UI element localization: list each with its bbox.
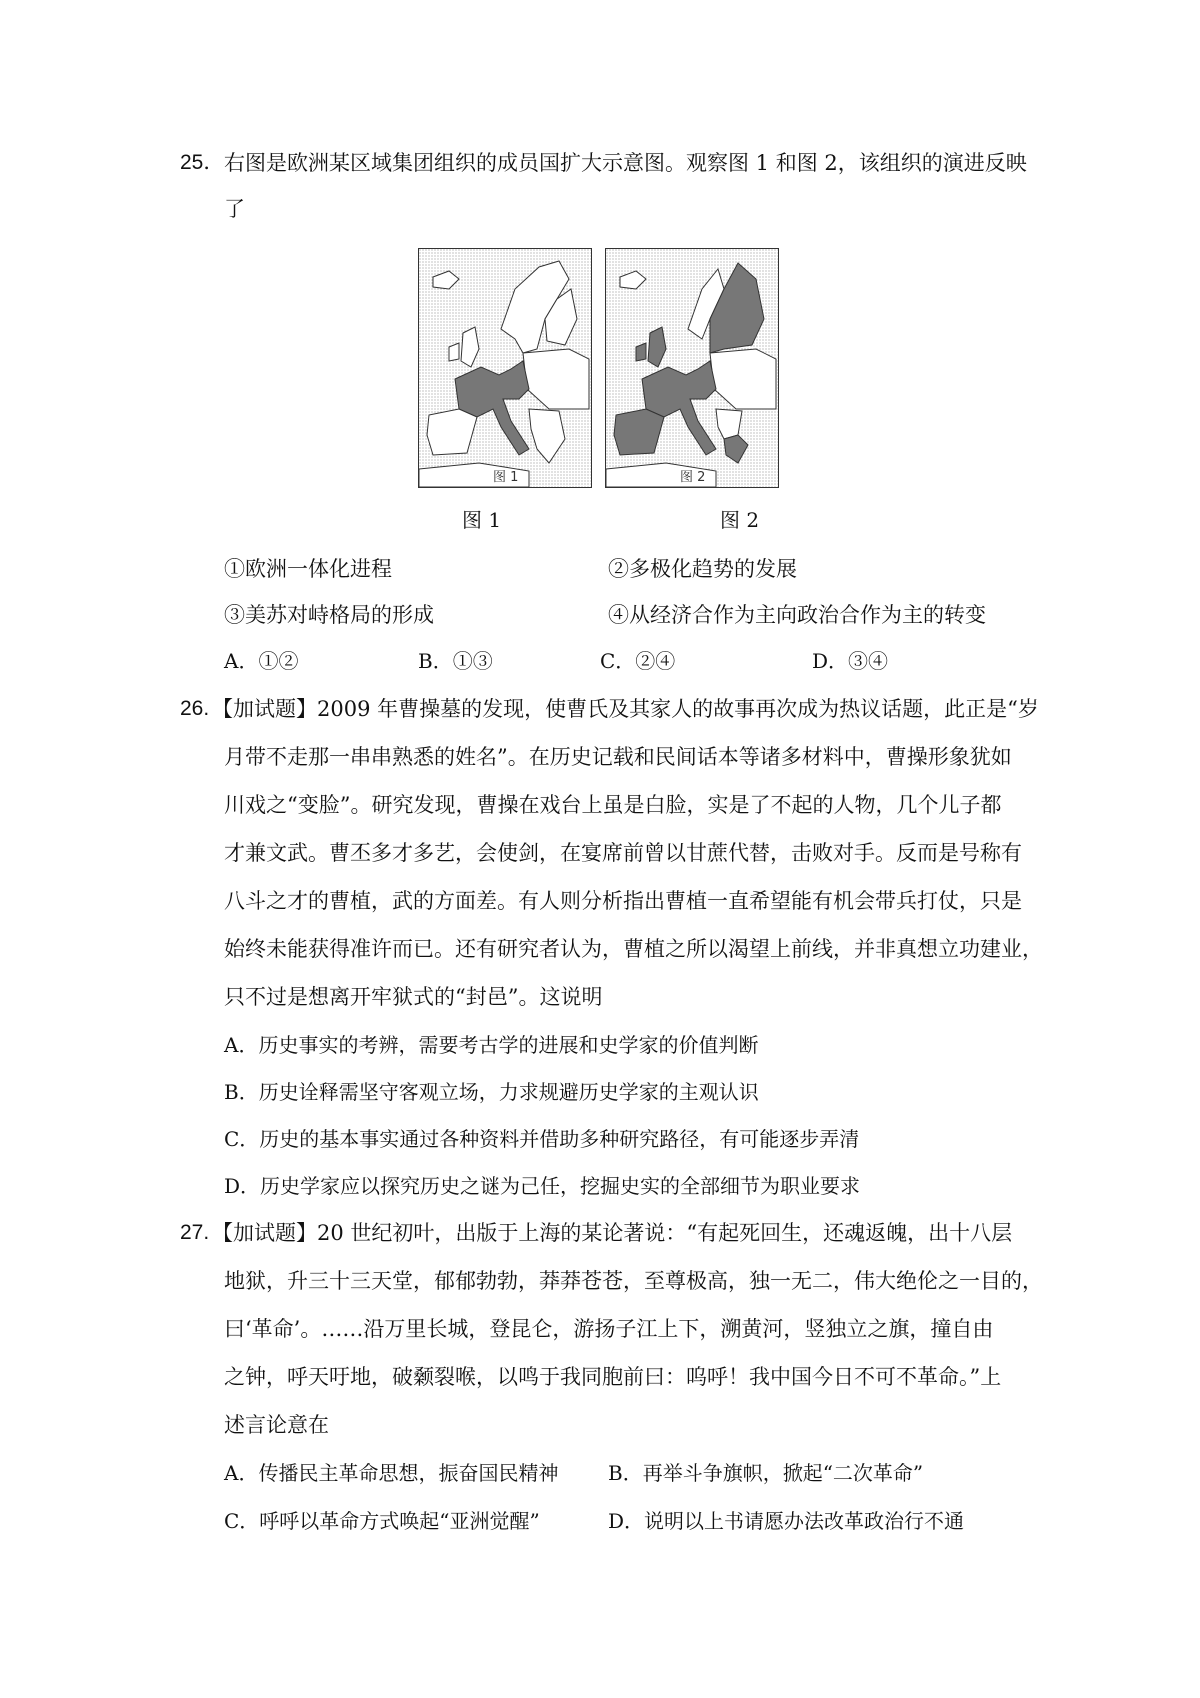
map1-inner-label: 图 1: [493, 470, 519, 485]
q25-item-2: ②多极化趋势的发展: [608, 557, 797, 581]
q26-number: 26.: [180, 697, 210, 720]
q25-item-4: ④从经济合作为主向政治合作为主的转变: [608, 603, 986, 627]
caption-figure-2: 图 2: [720, 508, 760, 532]
q27-line-3: 曰‘革命’。……沿万里长城，登昆仑，游扬子江上下，溯黄河，竖独立之旗，撞自由: [224, 1317, 994, 1341]
q26-line-6: 始终未能获得准许而已。还有研究者认为，曹植之所以渴望上前线，并非真想立功建业，: [224, 937, 1043, 961]
q26-option-c: C．历史的基本事实通过各种资料并借助多种研究路径，有可能逐步弄清: [224, 1127, 860, 1151]
q26-option-b: B．历史诠释需坚守客观立场，力求规避历史学家的主观认识: [224, 1080, 759, 1104]
q25-item-3: ③美苏对峙格局的形成: [224, 603, 434, 627]
q26-option-d: D．历史学家应以探究历史之谜为己任，挖掘史实的全部细节为职业要求: [224, 1174, 861, 1198]
q27-option-c: C．呼呼以革命方式唤起“亚洲觉醒”: [224, 1509, 540, 1533]
q26-line-5: 八斗之才的曹植，武的方面差。有人则分析指出曹植一直希望能有机会带兵打仗，只是: [224, 889, 1022, 913]
q27-line-4: 之钟，呼天吁地，破颡裂喉，以鸣于我同胞前曰：呜呼！我中国今日不可不革命。”上: [224, 1365, 1002, 1389]
map-figure-1: [418, 248, 592, 488]
q27-line-2: 地狱，升三十三天堂，郁郁勃勃，莽莽苍苍，至尊极高，独一无二，伟大绝伦之一目的，: [224, 1269, 1043, 1293]
q27-number: 27.: [180, 1221, 210, 1244]
q26-line-2: 月带不走那一串串熟悉的姓名”。在历史记载和民间话本等诸多材料中，曹操形象犹如: [224, 745, 1012, 769]
q25-option-c: C．②④: [600, 649, 676, 673]
q25-number: 25．: [180, 151, 225, 174]
q27-option-a: A．传播民主革命思想，振奋国民精神: [224, 1461, 559, 1485]
q25-option-a: A．①②: [224, 649, 299, 673]
q26-line-3: 川戏之“变脸”。研究发现，曹操在戏台上虽是白脸，实是了不起的人物，几个儿子都: [224, 793, 1002, 817]
caption-figure-1: 图 1: [462, 508, 502, 532]
q27-line-1: 【加试题】20 世纪初叶，出版于上海的某论著说：“有起死回生，还魂返魄，出十八层: [212, 1221, 1013, 1245]
q27-option-d: D．说明以上书请愿办法改革政治行不通: [608, 1509, 965, 1533]
q25-item-1: ①欧洲一体化进程: [224, 557, 392, 581]
q25-stem-line2: 了: [224, 197, 245, 221]
q27-option-b: B．再举斗争旗帜，掀起“二次革命”: [608, 1461, 924, 1485]
q26-line-1: 【加试题】2009 年曹操墓的发现，使曹氏及其家人的故事再次成为热议话题，此正是“岁: [212, 697, 1039, 721]
q26-line-7: 只不过是想离开牢狱式的“封邑”。这说明: [224, 985, 603, 1009]
q25-stem-line1: 右图是欧洲某区域集团组织的成员国扩大示意图。观察图 1 和图 2，该组织的演进反映: [224, 151, 1027, 175]
q26-line-4: 才兼文武。曹丕多才多艺，会使剑，在宴席前曾以甘蔗代替，击败对手。反而是号称有: [224, 841, 1022, 865]
q26-option-a: A．历史事实的考辨，需要考古学的进展和史学家的价值判断: [224, 1033, 759, 1057]
q25-option-b: B．①③: [418, 649, 493, 673]
map-figure-2: [605, 248, 779, 488]
q27-line-5: 述言论意在: [224, 1413, 329, 1437]
map2-inner-label: 图 2: [680, 470, 706, 485]
q25-option-d: D．③④: [812, 649, 889, 673]
